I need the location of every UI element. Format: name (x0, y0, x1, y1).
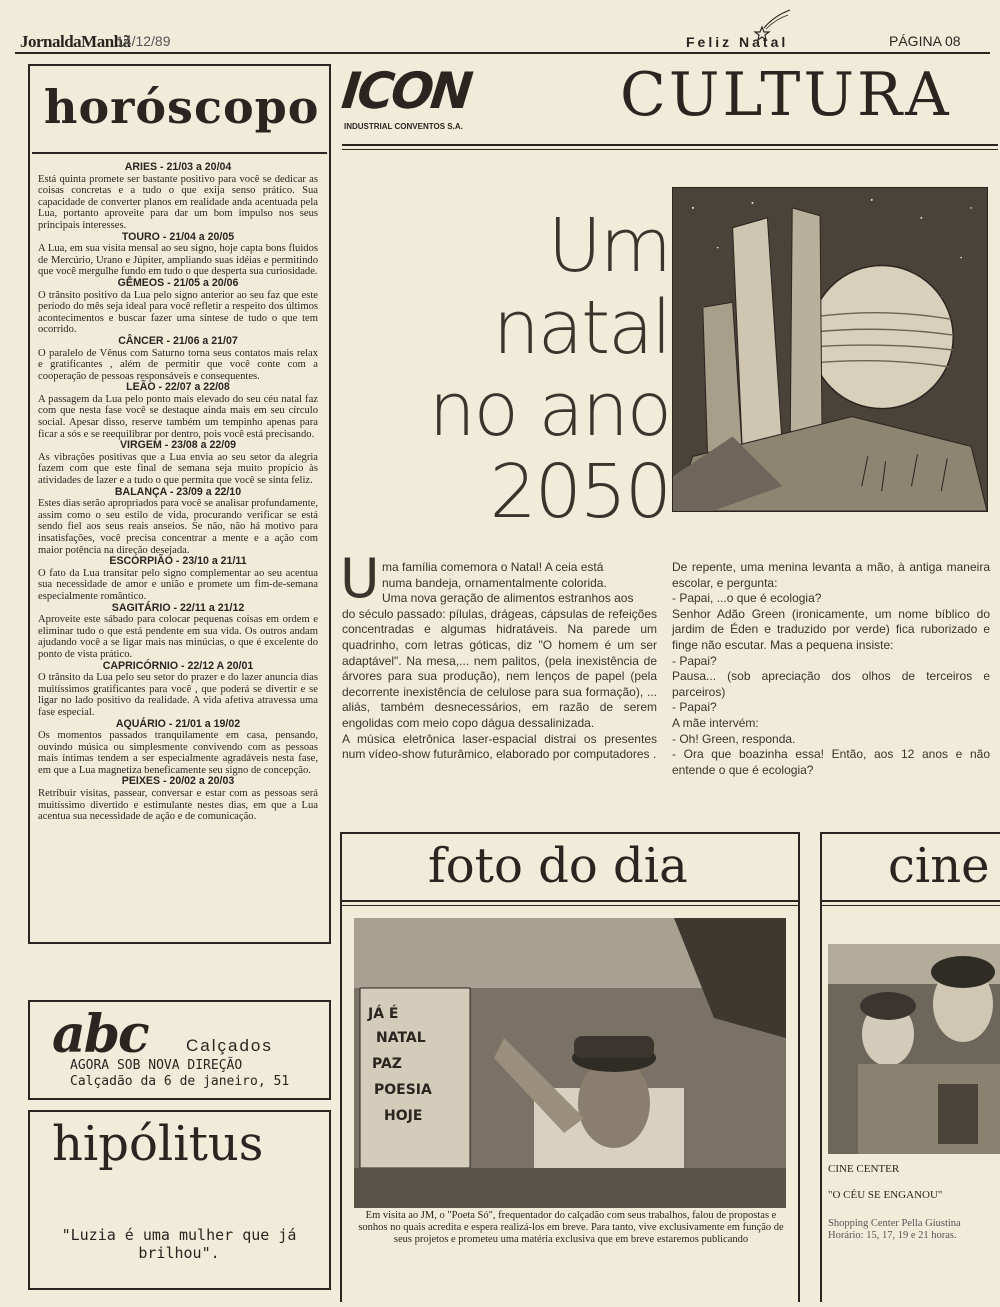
sign-heading: LEÃO - 22/07 a 22/08 (126, 381, 230, 394)
article-paragraph: - Ora que boazinha essa! Então, aos 12 anos e não entende o que é ecologia? (672, 747, 990, 777)
article-paragraph: De repente, uma menina levanta a mão, à antiga maneira escolar, e pergunta: (672, 560, 990, 590)
horoscope-list (38, 162, 318, 942)
article-paragraph: Uma nova geração de alimentos estranhos aos (382, 591, 634, 606)
article-paragraph: do século passado: pílulas, drágeas, cápsulas de refeições concentradas e algumas hidratáveis. Na parede um quadrinho, com letras góticas, diz "O homem é um ser adaptável". Na mesa,... nem palitos, (pela inexistência de árvores para sua produção), nem lenços de papel (pela decorrente inexistência de celulose para sua formação), ... aliás, também desnecessários, em razão de serem engolidas com meio copo dágua dessalinizada. (342, 606, 657, 730)
cinema-rule (822, 900, 1000, 906)
article-paragraph: numa bandeja, ornamentalmente colorida. (382, 575, 607, 590)
hipolitus-quote: "Luzia é uma mulher que já brilhou". (61, 1226, 297, 1262)
sign-heading: CAPRICÓRNIO - 22/12 A 20/01 (102, 659, 254, 672)
abc-line-1: AGORA SOB NOVA DIREÇÃO (70, 1058, 243, 1073)
showtimes: Shopping Center Pella Giustina Horário: 15, 17, 19 e 21 horas. (828, 1218, 961, 1241)
article-headline (385, 205, 670, 533)
drop-cap: U (340, 547, 380, 610)
sign-text: O trânsito da Lua pelo seu setor do prazer e do lazer anuncia dias muitíssimos gratificantes para você , que poderá se divertir e se ligar no lado positivo da realidade. A vida afetiva atravessa uma fase especial. (38, 672, 318, 718)
horoscope-rule (32, 152, 327, 154)
photo-caption: Em visita ao JM, o "Poeta Só", frequentador do calçadão com seus trabalhos, falou de propostas e sonhos no quais acredita e espera realizá-los em breve. Para tanto, vive exclusivamente em função de seus projetos e prometeu uma matéria exclusiva que em breve estaremos publicando (358, 1210, 784, 1245)
headline-line: 2050 (489, 449, 670, 535)
hipolitus-name: hipólitus (52, 1116, 264, 1172)
headline-line: Um (547, 203, 670, 289)
futuristic-city-illustration (672, 187, 988, 512)
section-title: CULTURA (620, 60, 952, 130)
sign-word: HOJE (384, 1108, 423, 1124)
abc-line-2: Calçadão da 6 de janeiro, 51 (70, 1074, 290, 1089)
icon-logo: ICON (338, 62, 473, 120)
article-paragraph: A música eletrônica laser-espacial distrai os presentes num vídeo-show futurâmico, elaborado por computadores . (342, 731, 657, 762)
sign-word: NATAL (376, 1030, 426, 1046)
icon-company-name: INDUSTRIAL CONVENTOS S.A. (344, 122, 463, 131)
article-column-2 (672, 560, 990, 778)
article-paragraph: Pausa... (sob apreciação dos olhos de terceiros e parceiros) (672, 669, 990, 699)
article-paragraph: - Papai? (672, 700, 717, 715)
sign-text: Está quinta promete ser bastante positivo para você se dedicar as coisas concretas e a tudo o que exija senso prático. Sua capacidade de converter planos em realidade anda acentuada pela Lua, portanto aproveite para dar um bom impulso nos seus principais interesses. (38, 173, 318, 231)
sign-heading: VIRGEM - 23/08 a 22/09 (119, 439, 236, 452)
sign-text: Estes dias serão apropriados para você se analisar profundamente, assim como o seu estilo de vida, procurando verificar se está sendo fiel aos seus reais anseios. Se não, não há motivo para insatisfações, você precisa concentrar a mente e a ação com maior potência na direção desejada. (38, 498, 318, 556)
article-paragraph: - Papai, ...o que é ecologia? (672, 591, 822, 606)
abc-subtitle: Calçados (186, 1036, 273, 1055)
abc-logo: abc (52, 1004, 148, 1065)
sign-text: O fato da Lua transitar pelo signo complementar ao seu acentua sua necessidade de amor e união e promete um fim-de-semana especialmente romântico. (38, 567, 318, 602)
sign-heading: GÊMEOS - 21/05 a 20/06 (117, 276, 239, 289)
sign-heading: BALANÇA - 23/09 a 22/10 (114, 485, 242, 498)
masthead: JornaldaManhã (20, 32, 131, 51)
sign-heading: SAGITÁRIO - 22/11 a 21/12 (111, 601, 245, 614)
sign-text: Os momentos passados tranquilamente em casa, pensando, ouvindo música ou simplesmente convivendo com as pessoas mais íntimas tendem a ser especialmente agradáveis nesta fase, em que a Lua magnetiza beneficamente seu signo de concepção. (38, 730, 318, 776)
photo-of-the-day-title: foto do dia (428, 838, 688, 894)
sign-text: O paralelo de Vênus com Saturno torna seus contatos mais relax e gratificantes , além de permitir que você conte com a cooperação de pessoas responsáveis e consequentes. (38, 347, 318, 382)
sign-text: Retribuir visitas, passear, conversar e estar com as pessoas será muitíssimo divertido e estimulante nestes dias, em que a Lua acentua sua necessidade de ação e de comunicação. (38, 788, 318, 823)
header-rule (15, 52, 990, 54)
section-banner: Feliz Natal (686, 34, 789, 50)
sign-word: PAZ (372, 1056, 402, 1072)
article-paragraph: A mãe intervém: (672, 715, 759, 730)
headline-line: natal (492, 285, 670, 371)
section-rule (342, 144, 998, 150)
issue-date: 14/12/89 (116, 33, 171, 49)
headline-line: no ano (428, 367, 670, 453)
sign-word: POESIA (374, 1082, 432, 1098)
sign-text: O trânsito positivo da Lua pelo signo anterior ao seu faz que este período do mês seja ideal para você refletir a respeito dos últimos acontecimentos e buscar fazer uma síntese de tudo o que tem ocorrido. (38, 289, 318, 336)
sign-text: A Lua, em sua visita mensal ao seu signo, hoje capta bons fluidos de Mercúrio, Urano e Júpiter, ampliando suas idéias e permitindo que você mergulhe fundo em tudo o que desperta sua curiosidade. (38, 243, 318, 278)
film-still-photo (828, 944, 1000, 1154)
sign-heading: TOURO - 21/04 a 20/05 (121, 230, 235, 243)
sign-heading: CÂNCER - 21/06 a 21/07 (118, 334, 238, 347)
article-paragraph: Senhor Adão Green (ironicamente, um nome bíblico do jardim de Éden e traduzido por verde) fica ruborizado e finge não escutar. Mas a pequena insiste: (672, 606, 990, 652)
article-paragraph: - Oh! Green, responda. (672, 731, 796, 746)
cinema-title: cine (888, 838, 990, 894)
article-column-1 (342, 560, 657, 763)
sign-word: JÁ É (368, 1006, 399, 1022)
page-number: PÁGINA 08 (889, 33, 961, 49)
poet-photo (354, 918, 786, 1208)
article-paragraph: ma família comemora o Natal! A ceia está (382, 560, 604, 574)
photo-rule (342, 900, 798, 906)
sign-heading: ESCORPIÃO - 23/10 a 21/11 (109, 555, 247, 568)
sign-heading: PEIXES - 20/02 a 20/03 (121, 775, 235, 788)
sign-heading: AQUÁRIO - 21/01 a 19/02 (115, 717, 241, 730)
horoscope-title: horóscopo (44, 80, 320, 134)
film-title: "O CÉU SE ENGANOU" (828, 1189, 943, 1201)
sign-text: Aproveite este sábado para colocar pequenas coisas em ordem e eliminar tudo o que está pendente em sua vida. Os outros andam ajudando você a se ligar mais nas minúcias, o que é excelente do ponto de vista prático. (38, 614, 318, 660)
sign-text: As vibrações positivas que a Lua envia ao seu setor da alegria fazem com que este final de semana seja muito propício às atividades de lazer e a tudo o que permita que você se sinta feliz. (38, 451, 318, 487)
sign-text: A passagem da Lua pelo ponto mais elevado do seu céu natal faz com que nesta fase você se destaque ainda mais em seu círculo social. Apesar disso, reserve também um tempinho apenas para ficar a sós e se reequilibrar por dentro, pois você está precisando. (38, 393, 318, 440)
article-paragraph: - Papai? (672, 653, 717, 668)
cinema-venue: CINE CENTER (828, 1163, 900, 1175)
sign-heading: ÁRIES - 21/03 a 20/04 (124, 162, 232, 173)
